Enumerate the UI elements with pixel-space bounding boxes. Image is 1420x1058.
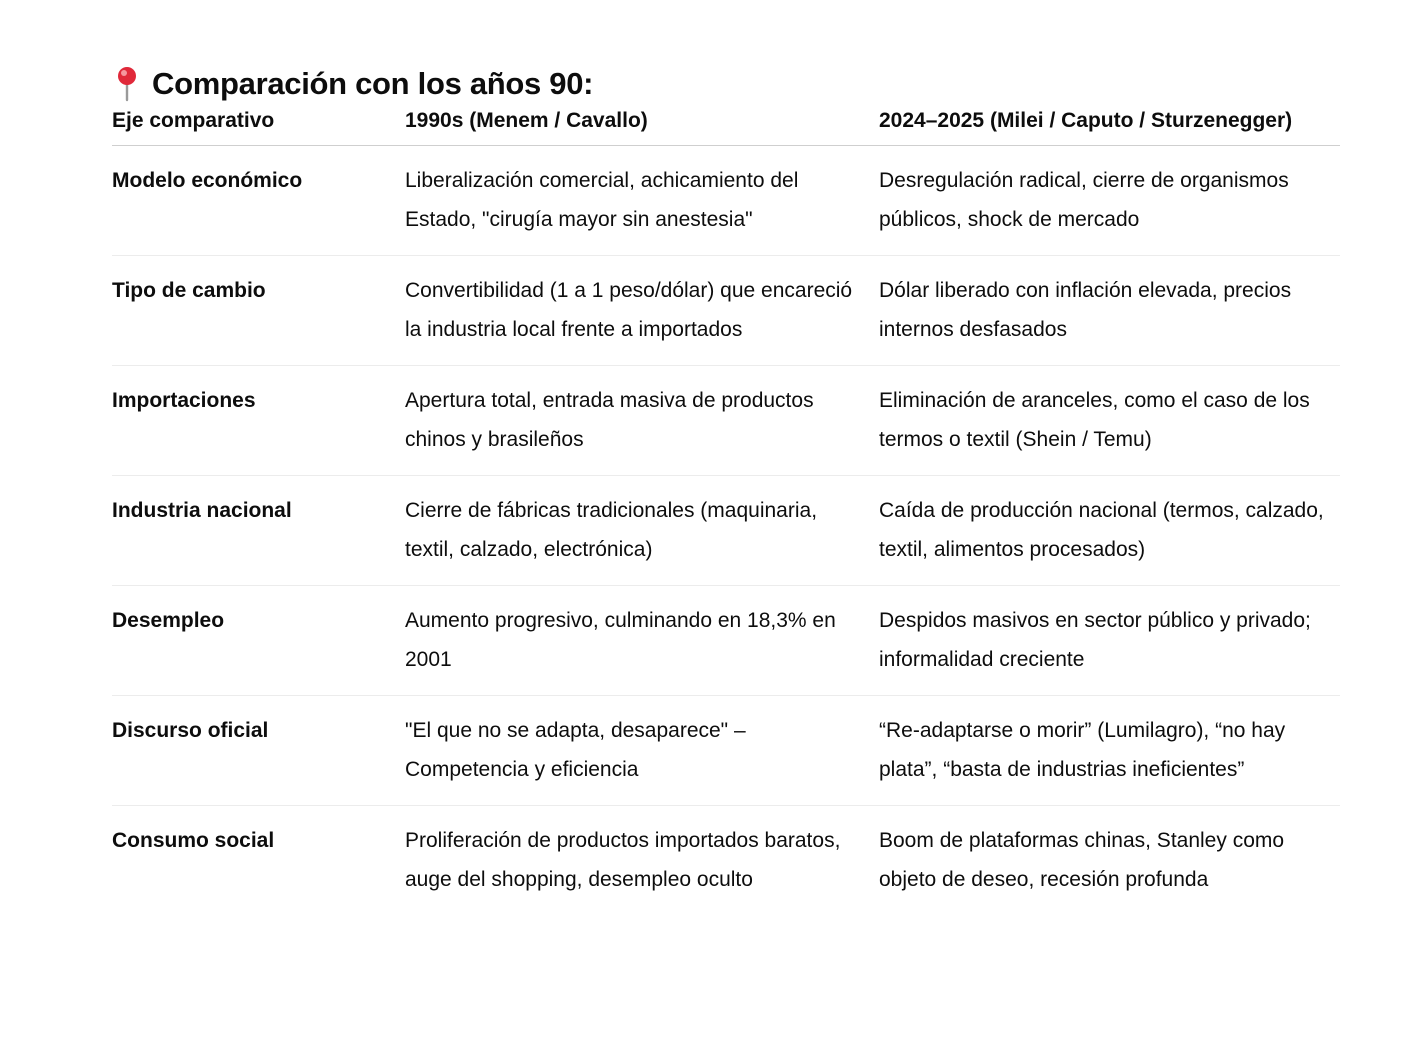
- table-body: [112, 146, 1340, 916]
- comparison-table: [112, 102, 1340, 915]
- row-axis-label: Discurso oficial: [112, 696, 405, 806]
- row-1990s-cell: Proliferación de productos importados baratos, auge del shopping, desempleo oculto: [405, 829, 841, 891]
- table-row: [112, 366, 1340, 476]
- row-2024-2025-cell: Boom de plataformas chinas, Stanley como objeto de deseo, recesión profunda: [879, 829, 1285, 891]
- section-heading: [112, 64, 593, 104]
- table-header-row: [112, 102, 1340, 146]
- pushpin-icon: [112, 66, 142, 102]
- row-1990s-cell: Aumento progresivo, culminando en 18,3% en 2001: [405, 586, 879, 696]
- table-row: [112, 806, 1340, 916]
- row-1990s-cell: Liberalización comercial, achicamiento del Estado, "cirugía mayor sin anestesia": [405, 146, 879, 256]
- row-2024-2025-cell: Caída de producción nacional (termos, calzado, textil, alimentos procesados): [879, 476, 1340, 586]
- row-axis-label: Industria nacional: [112, 476, 405, 586]
- table-row: [112, 696, 1340, 806]
- row-axis-label: Tipo de cambio: [112, 256, 405, 366]
- row-axis-label: Desempleo: [112, 586, 405, 696]
- column-header-axis: Eje comparativo: [112, 102, 405, 146]
- row-2024-2025-cell: Desregulación radical, cierre de organismos públicos, shock de mercado: [879, 146, 1340, 256]
- column-header-2024-2025: 2024–2025 (Milei / Caputo / Sturzenegger): [879, 102, 1340, 146]
- row-1990s-cell: Apertura total, entrada masiva de productos chinos y brasileños: [405, 366, 879, 476]
- row-1990s-cell: Convertibilidad (1 a 1 peso/dólar) que encareció la industria local frente a importados: [405, 256, 879, 366]
- row-axis-label: Modelo económico: [112, 146, 405, 256]
- row-1990s-cell: "El que no se adapta, desaparece" – Competencia y eficiencia: [405, 696, 879, 806]
- row-axis-label: Importaciones: [112, 366, 405, 476]
- row-2024-2025-cell: “Re-adaptarse o morir” (Lumilagro), “no hay plata”, “basta de industrias ineficientes”: [879, 696, 1340, 806]
- row-2024-2025-cell: Eliminación de aranceles, como el caso de los termos o textil (Shein / Temu): [879, 366, 1340, 476]
- row-2024-2025-cell: Dólar liberado con inflación elevada, precios internos desfasados: [879, 256, 1340, 366]
- table-row: [112, 256, 1340, 366]
- table-row: [112, 586, 1340, 696]
- row-1990s-cell: Cierre de fábricas tradicionales (maquinaria, textil, calzado, electrónica): [405, 476, 879, 586]
- column-header-1990s: 1990s (Menem / Cavallo): [405, 102, 879, 146]
- row-axis-label: Consumo social: [112, 829, 275, 852]
- table-row: [112, 476, 1340, 586]
- section-heading-text: Comparación con los años 90:: [152, 65, 594, 101]
- row-2024-2025-cell: Despidos masivos en sector público y privado; informalidad creciente: [879, 586, 1340, 696]
- table-row: [112, 146, 1340, 256]
- table-header: [112, 102, 1340, 146]
